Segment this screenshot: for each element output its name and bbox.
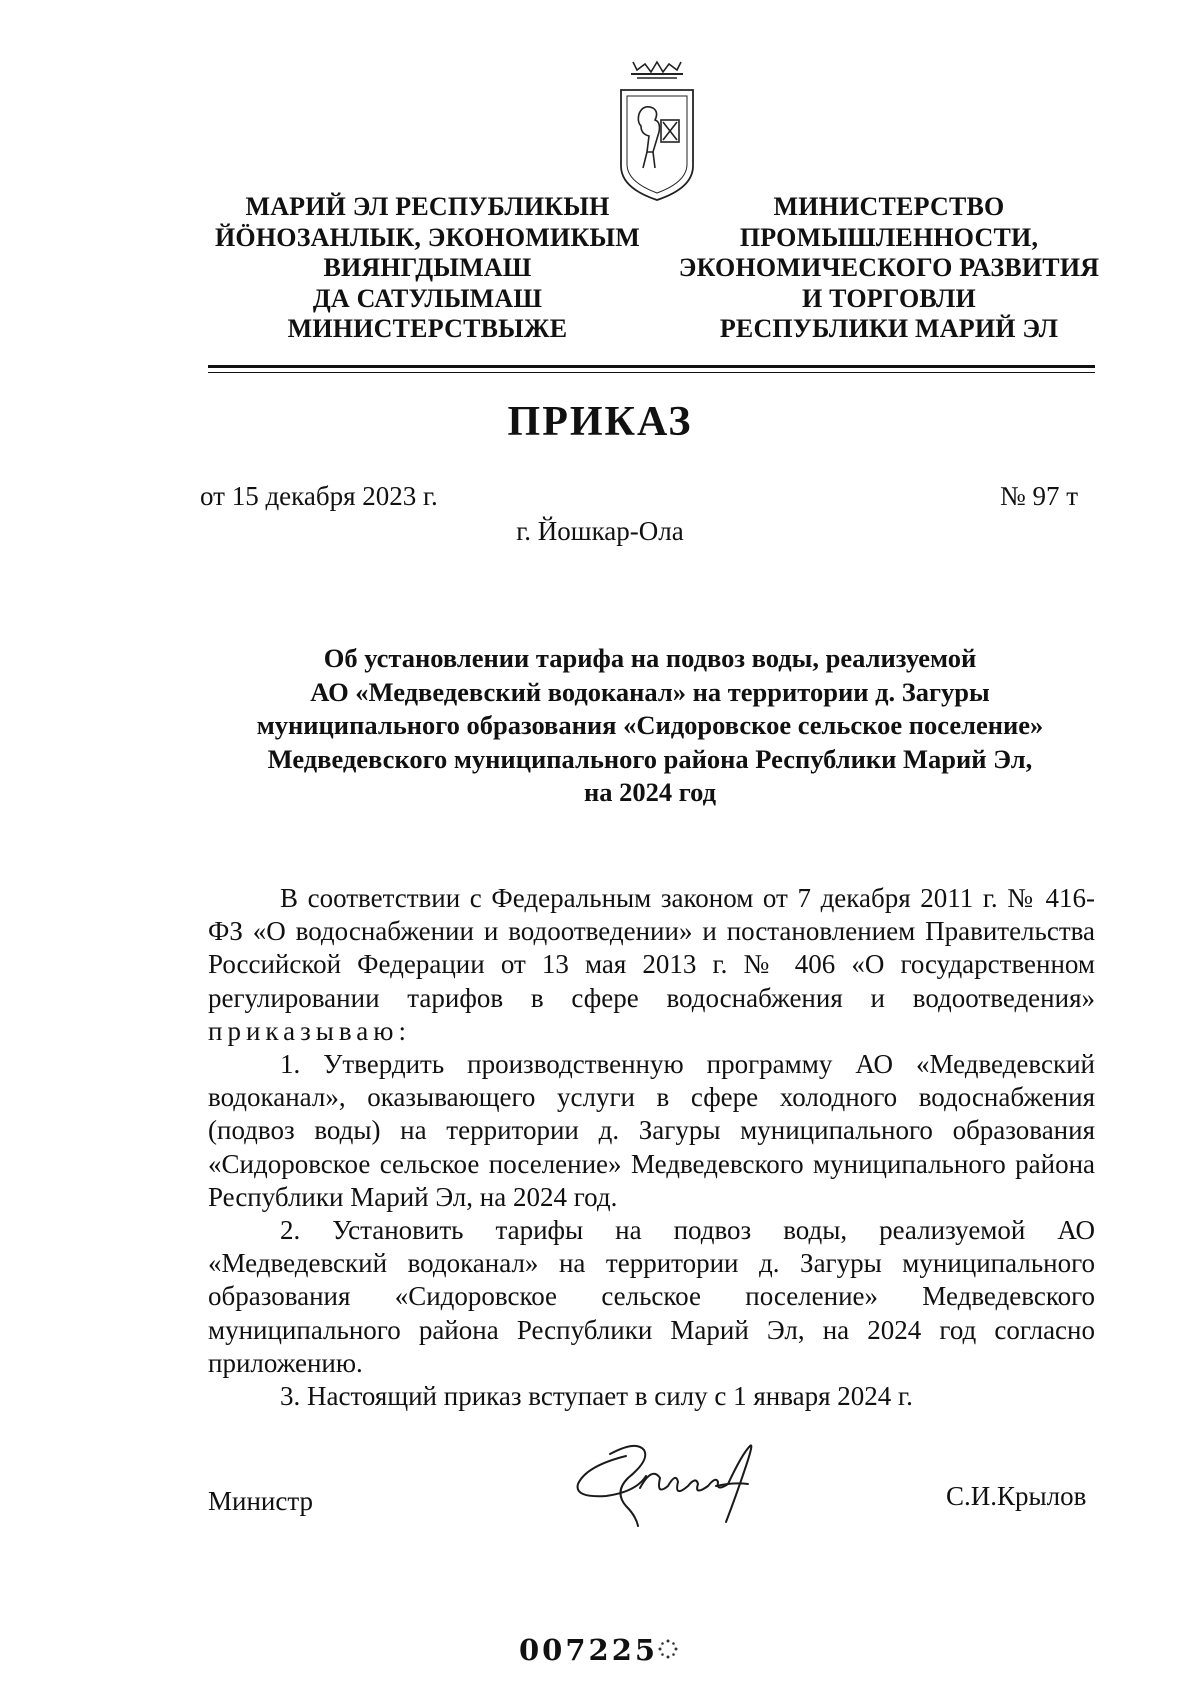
document-body [208,882,1095,1413]
handwritten-signature [566,1426,786,1536]
body-paragraph-2: 2. Установить тарифы на подвоз воды, реализуемой АО «Медведевский водоканал» на территории д. Загуры муниципального образования «Сидоровское сельское поселение» Медведевского муниципального района Республики Марий Эл, на 2024 год согласно приложению. [208,1215,1095,1378]
header-divider-thick [208,365,1095,368]
header-right-line: ПРОМЫШЛЕННОСТИ, [739,222,1039,252]
document-number: № 97 т [1000,481,1079,511]
document-title: ПРИКАЗ [507,399,693,445]
body-paragraph-3: 3. Настоящий приказ вступает в силу с 1 января 2024 г. [280,1381,913,1412]
subject-line: Об установлении тарифа на подвоз воды, реализуемой [323,643,977,673]
subject-line: Медведевского муниципального района Республики Марий Эл, [267,743,1033,774]
serial-ornament-icon [657,1638,679,1660]
header-right-line: И ТОРГОВЛИ [802,283,976,313]
header-right-line: РЕСПУБЛИКИ МАРИЙ ЭЛ [719,314,1059,343]
document-city: г. Йошкар-Ола [516,516,684,546]
ministry-name-mari [190,192,665,345]
body-paragraph-preamble [208,882,1095,1048]
document-date: от 15 декабря 2023 г. [200,481,438,511]
document-subject [200,642,1100,810]
order-command: приказываю: [208,1015,411,1046]
subject-line: на 2024 год [583,777,717,807]
subject-line: АО «Медведевский водоканал» на территории д. Загуры [310,676,990,707]
signatory-name: С.И.Крылов [946,1481,1087,1511]
header-right-line: ЭКОНОМИЧЕСКОГО РАЗВИТИЯ [678,253,1100,282]
header-left-line: МИНИСТЕРСТВЫЖЕ [287,314,568,343]
signatory-position: Министр [208,1486,313,1516]
subject-line: муниципального образования «Сидоровское сельское поселение» [256,710,1044,740]
coat-of-arms-icon [613,56,701,204]
header-left-line: ВИЯНГДЫМАШ [323,253,532,282]
header-divider-thin [208,372,1095,373]
preamble-text: В соответствии с Федеральным законом от 7 декабря 2011 г. № 416-ФЗ «О водоснабжении и водоотведении» и постановлением Правительства Российской Федерации от 13 мая 2013 г. № 406 «О государственном регулировании тарифов в сфере водоснабжения и водоотведения» [208,883,1095,1013]
header-left-line: ЙÖНОЗАНЛЫК, ЭКОНОМИКЫМ [215,222,640,252]
ministry-name-russian [668,192,1110,345]
body-paragraph-1: 1. Утвердить производственную программу АО «Медведевский водоканал», оказывающего услуги в сфере холодного водоснабжения (подвоз воды) на территории д. Загуры муниципального образования «Сидоровское сельское поселение» Медведевского муниципального района Республики Марий Эл, на 2024 год. [208,1049,1095,1212]
header-left-line: ДА САТУЛЫМАШ [312,283,543,313]
serial-number: 007225 [519,1633,659,1667]
header-left-line: МАРИЙ ЭЛ РЕСПУБЛИКЫН [245,192,610,221]
header-right-line: МИНИСТЕРСТВО [773,192,1005,221]
